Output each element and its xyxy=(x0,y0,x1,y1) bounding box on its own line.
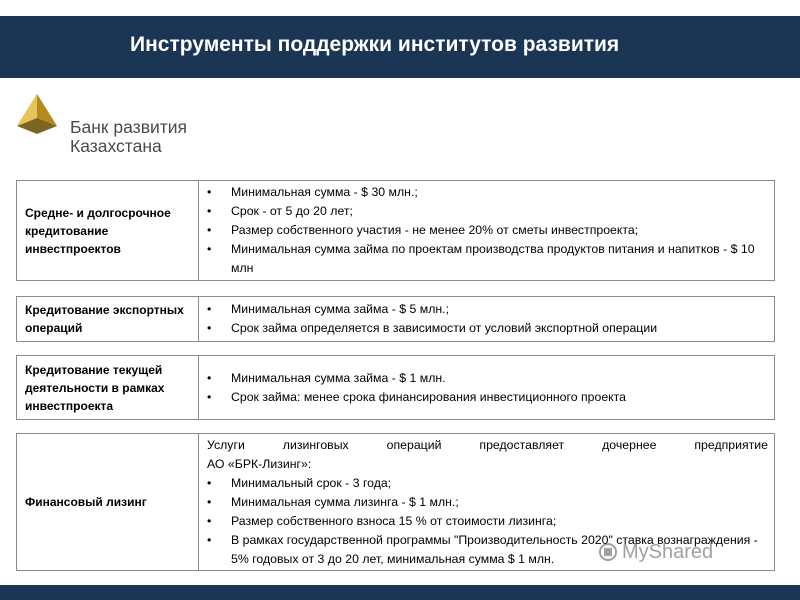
row-content xyxy=(199,181,774,280)
bullet-list xyxy=(207,183,768,278)
bullet-list xyxy=(207,369,768,407)
list-item: • Срок займа: менее срока финансирования инвестиционного проекта xyxy=(207,388,768,407)
row-export-lending xyxy=(16,296,775,342)
row-content xyxy=(199,297,774,341)
watermark-logo xyxy=(598,532,768,568)
row-content xyxy=(199,356,774,419)
list-item: • Минимальный срок - 3 года; xyxy=(207,474,768,493)
footer-band xyxy=(0,585,800,600)
leasing-intro-line2: АО «БРК-Лизинг»: xyxy=(207,456,312,471)
watermark-text: MyShared xyxy=(622,541,714,563)
list-item: • Минимальная сумма займа - $ 5 млн.; xyxy=(207,300,768,319)
row-label: Кредитование экспортных операций xyxy=(17,297,199,341)
row-investment-lending xyxy=(16,180,775,281)
list-item: • Размер собственного участия - не менее 20% от сметы инвестпроекта; xyxy=(207,221,768,240)
list-item: • В рамках государственной программы "Производительность 2020" ставка вознаграждения - 5% годовых от 3 до 20 лет, минимальная сумма $ 1 млн. xyxy=(207,531,768,569)
list-item: • Минимальная сумма - $ 30 млн.; xyxy=(207,183,768,202)
row-current-activity-lending xyxy=(16,355,775,420)
list-item: • Минимальная сумма займа по проектам производства продуктов питания и напитков - $ 10 млн xyxy=(207,240,768,278)
list-item: • Срок займа определяется в зависимости от условий экспортной операции xyxy=(207,319,768,338)
row-label: Финансовый лизинг xyxy=(17,434,199,570)
bank-logo-icon xyxy=(15,92,59,136)
leasing-intro-line1: Услуги лизинговых операций предоставляет дочернее предприятие xyxy=(207,437,768,452)
row-label: Средне- и долгосрочное кредитование инвестпроектов xyxy=(17,181,199,280)
page-title: Инструменты поддержки институтов развития xyxy=(130,33,620,56)
list-item: • Размер собственного взноса 15 % от стоимости лизинга; xyxy=(207,512,768,531)
bank-name-line2: Казахстана xyxy=(70,136,162,156)
list-item: • Минимальная сумма займа - $ 1 млн. xyxy=(207,369,768,388)
list-item: • Срок - от 5 до 20 лет; xyxy=(207,202,768,221)
bullet-list xyxy=(207,300,768,338)
bank-name-line1: Банк развития xyxy=(70,117,188,137)
list-item: • Минимальная сумма лизинга - $ 1 млн.; xyxy=(207,493,768,512)
row-label: Кредитование текущей деятельности в рамках инвестпроекта xyxy=(17,356,199,419)
bank-name xyxy=(70,118,187,156)
